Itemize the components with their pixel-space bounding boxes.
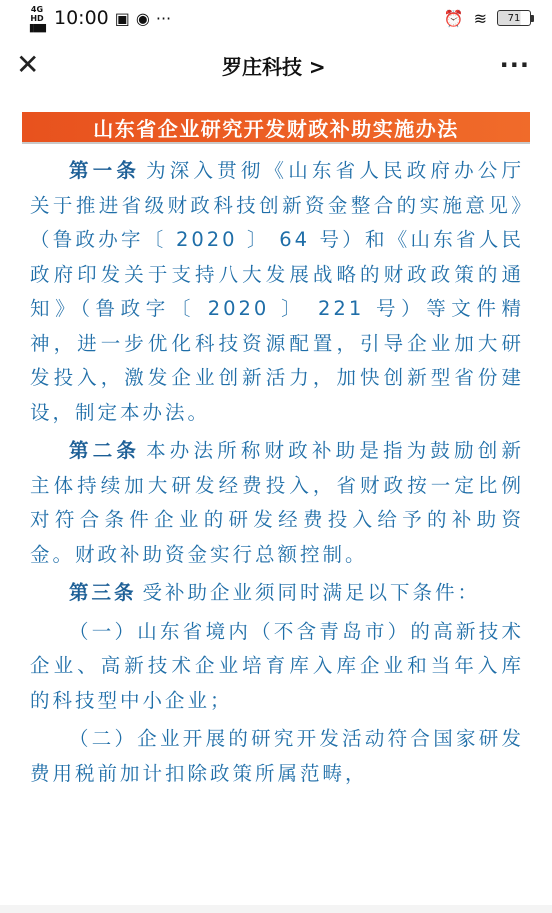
paragraph-text: （一）山东省境内（不含青岛市）的高新技术企业、高新技术企业培育库入库企业和当年入库的科技型中小企业； <box>30 619 524 712</box>
close-icon[interactable]: ✕ <box>16 48 40 81</box>
paragraph-text: 本办法所称财政补助是指为鼓励创新主体持续加大研发经费投入，省财政按一定比例对符合条件企业的研发经费投入给予的补助资金。财政补助资金实行总额控制。 <box>30 439 524 566</box>
message-icon: ▣ <box>114 8 130 28</box>
nav-bar <box>0 36 552 94</box>
signal-icon: ▮▮▮▮ <box>28 20 46 34</box>
article-number: 第三条 <box>69 581 137 604</box>
article-paragraph <box>30 722 524 791</box>
battery-level: 71 <box>497 10 531 26</box>
network-label: 4G HD <box>30 4 44 23</box>
battery-icon <box>497 10 534 26</box>
status-time: 10:00 <box>54 7 109 29</box>
nav-title[interactable]: 罗庄科技 > <box>221 54 326 79</box>
status-more: ··· <box>155 8 172 28</box>
wifi-icon: ≋ <box>473 8 487 28</box>
paragraph-text: 受补助企业须同时满足以下条件： <box>142 581 481 604</box>
article-body <box>0 144 552 791</box>
paragraph-text: （二）企业开展的研究开发活动符合国家研发费用税前加计扣除政策所属范畴， <box>30 727 524 785</box>
article-paragraph <box>30 434 524 572</box>
document-title: 山东省企业研究开发财政补助实施办法 <box>22 112 530 144</box>
article-paragraph <box>30 154 524 430</box>
network-indicator <box>26 5 48 32</box>
more-options-icon[interactable]: ··· <box>499 51 530 79</box>
article-number: 第二条 <box>69 439 141 462</box>
article-content <box>0 94 552 791</box>
location-icon: ◉ <box>135 8 150 28</box>
article-number: 第一条 <box>69 159 141 182</box>
status-right <box>444 9 534 28</box>
article-paragraph <box>30 576 524 611</box>
alarm-icon: ⏰ <box>443 8 464 28</box>
bottom-edge <box>0 905 552 913</box>
status-left <box>26 5 171 32</box>
paragraph-text: 为深入贯彻《山东省人民政府办公厅关于推进省级财政科技创新资金整合的实施意见》（鲁政办字〔 2020 〕 64 号）和《山东省人民政府印发关于支持八大发展战略的财政政策的通知》（鲁政字〔 2020 〕 221 号）等文件精神，进一步优化科技资源配置，引导企业加大研发投入，激发企业创新活力，加快创新型省份建设，制定本办法。 <box>30 159 524 424</box>
status-bar <box>0 0 552 36</box>
article-paragraph <box>30 615 524 719</box>
battery-tip <box>531 15 534 22</box>
